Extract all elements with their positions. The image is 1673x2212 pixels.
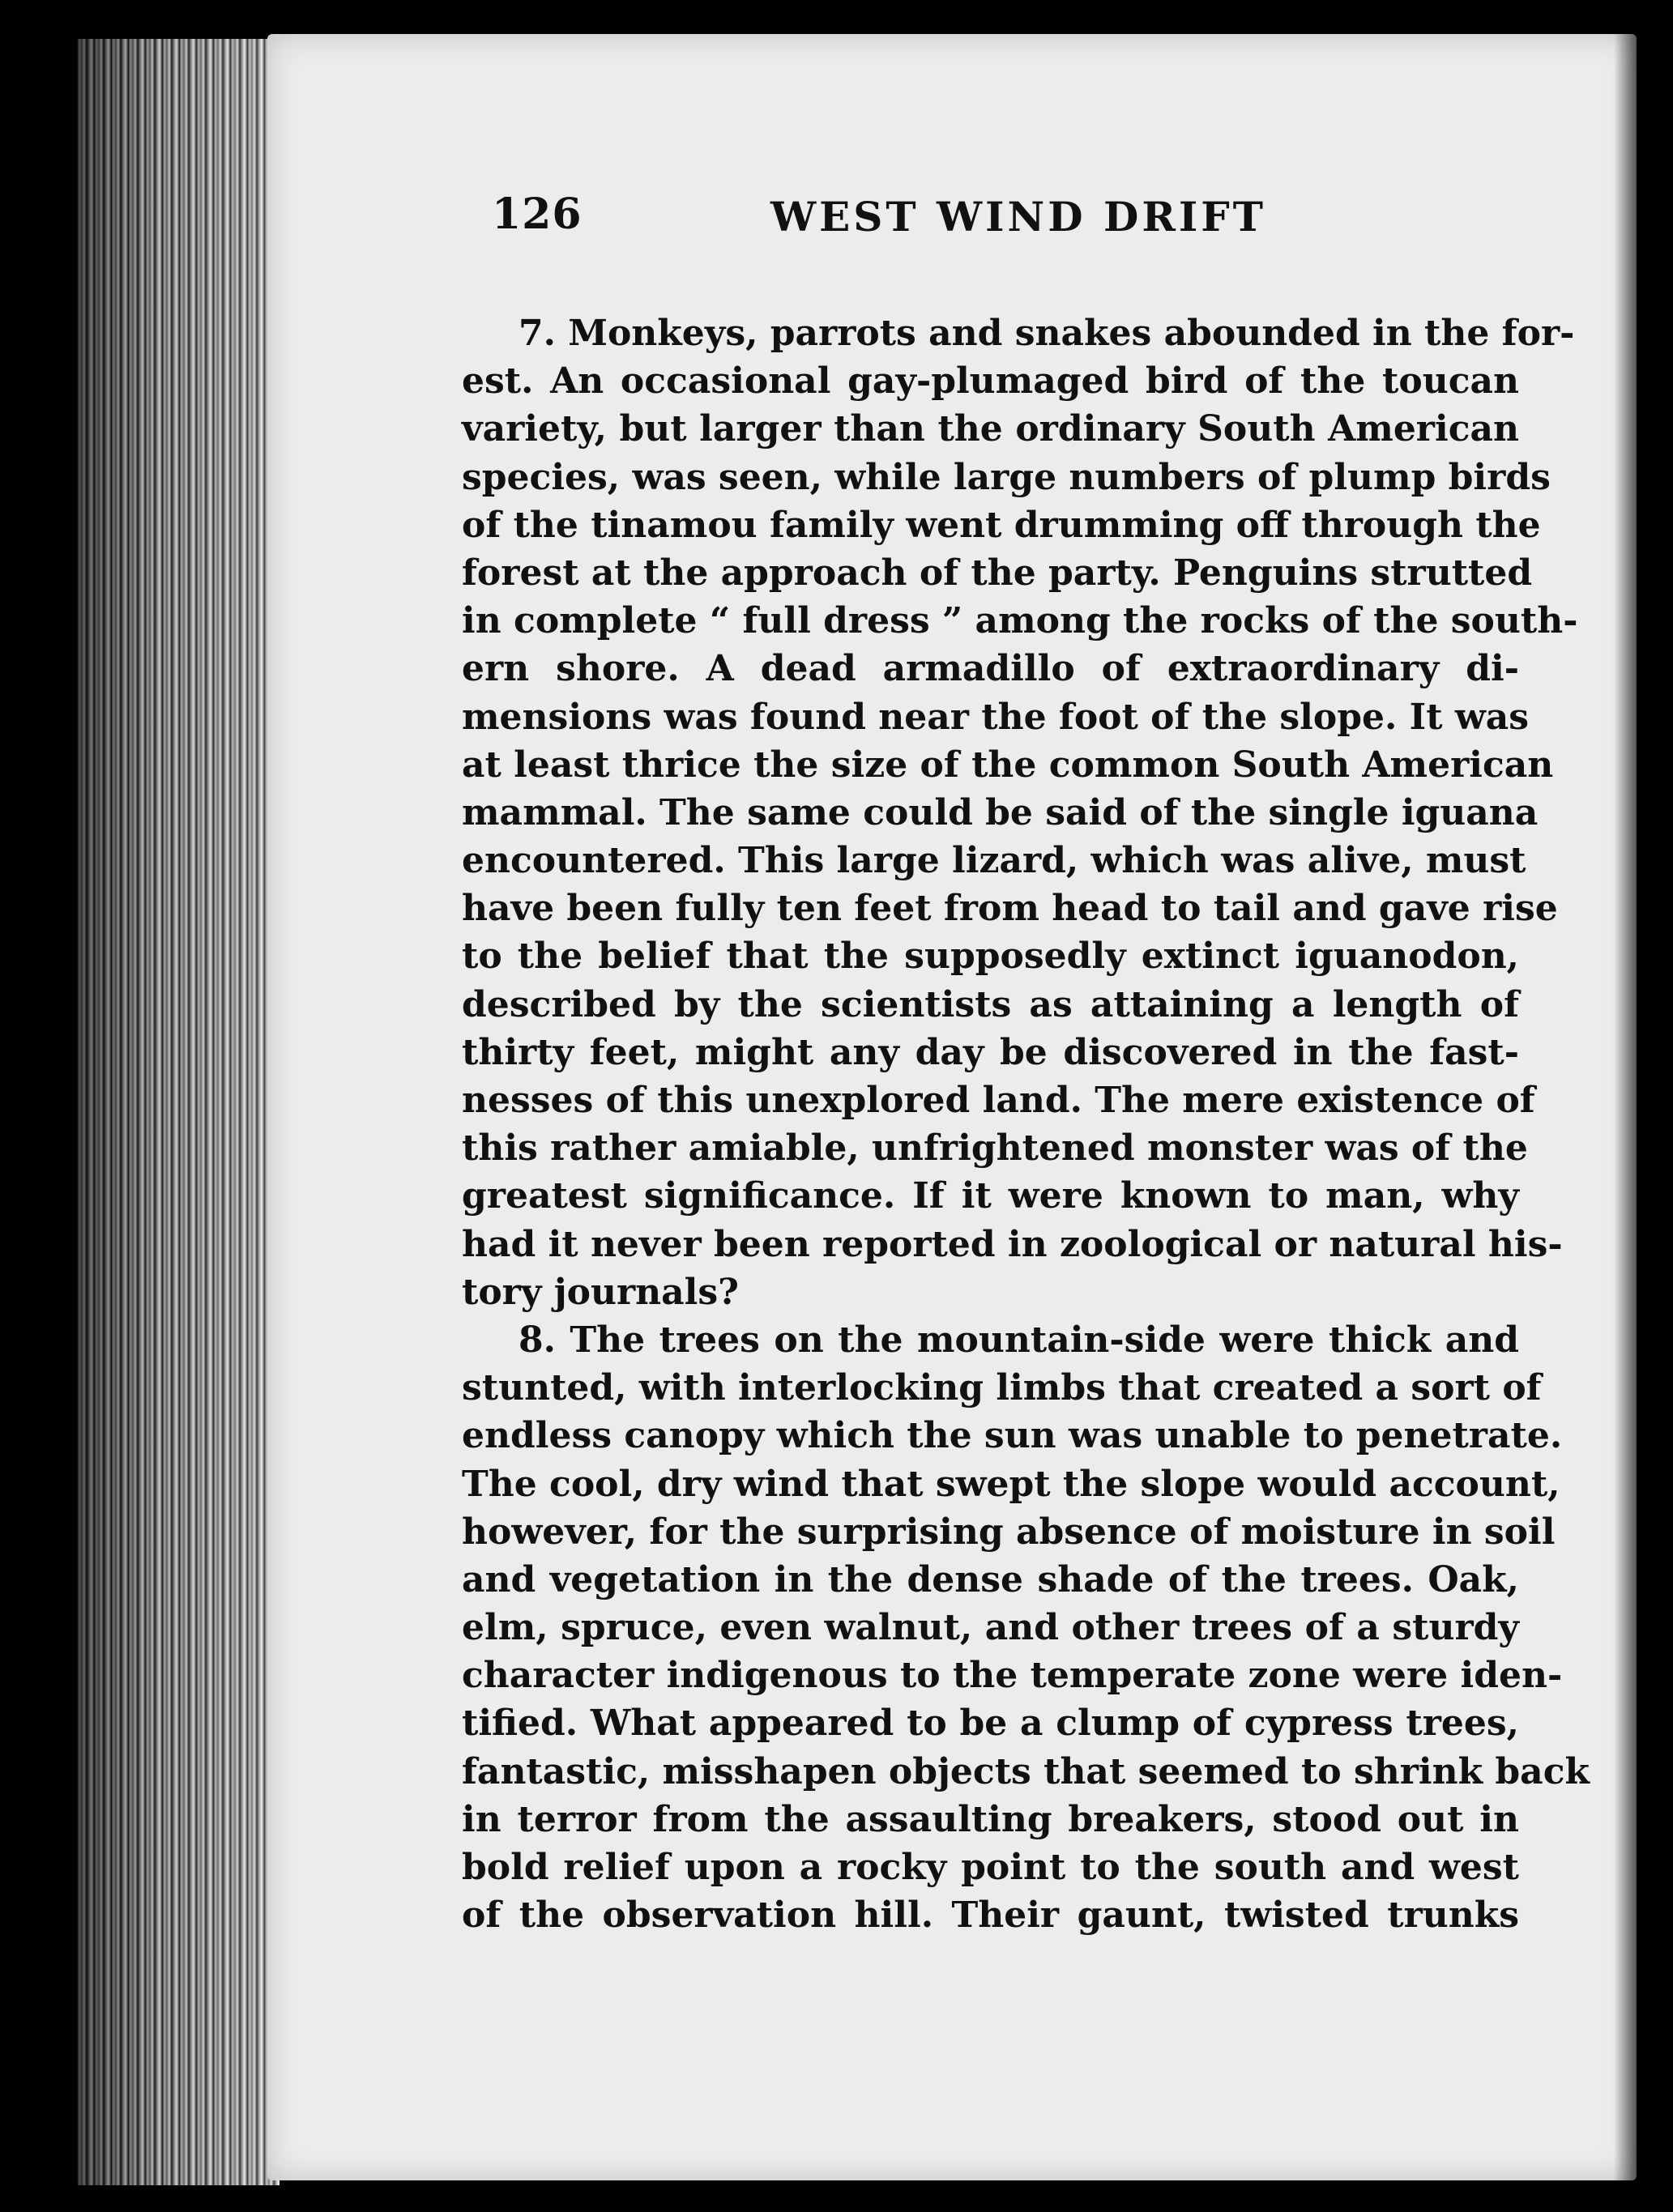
- book-page: [267, 34, 1637, 2180]
- text-line: described by the scientists as attaining a length of: [462, 983, 1519, 1025]
- text-line: 8. The trees on the mountain-side were thick and: [519, 1319, 1519, 1361]
- running-title: WEST WIND DRIFT: [770, 193, 1266, 241]
- text-line: est. An occasional gay-plumaged bird of the toucan: [462, 360, 1519, 403]
- text-line: tory journals?: [462, 1271, 739, 1313]
- text-line: forest at the approach of the party. Penguins strutted: [462, 552, 1533, 594]
- text-line: thirty feet, might any day be discovered in the fast-: [462, 1031, 1519, 1073]
- text-line: however, for the surprising absence of moisture in soil: [462, 1511, 1556, 1553]
- text-line: character indigenous to the temperate zone were iden-: [462, 1655, 1563, 1697]
- text-line: of the observation hill. Their gaunt, twisted trunks: [462, 1894, 1519, 1937]
- page-number: 126: [492, 190, 583, 239]
- text-line: endless canopy which the sun was unable to penetrate.: [462, 1415, 1563, 1457]
- text-line: greatest significance. If it were known to man, why: [462, 1175, 1519, 1217]
- text-line: ern shore. A dead armadillo of extraordinary di-: [462, 648, 1519, 690]
- text-line: in complete “ full dress ” among the rocks of the south-: [462, 600, 1578, 642]
- text-line: mensions was found near the foot of the slope. It was: [462, 696, 1529, 738]
- text-line: at least thrice the size of the common South American: [462, 744, 1554, 786]
- page-gutter-shadow: [1614, 34, 1637, 2180]
- text-line: this rather amiable, unfrightened monster was of the: [462, 1127, 1528, 1170]
- text-line: and vegetation in the dense shade of the trees. Oak,: [462, 1558, 1519, 1600]
- text-line: of the tinamou family went drumming off through the: [462, 504, 1541, 546]
- body-text: [462, 309, 1590, 1939]
- text-line: nesses of this unexplored land. The mere existence of: [462, 1080, 1535, 1121]
- text-line: to the belief that the supposedly extinct iguanodon,: [462, 936, 1519, 978]
- text-line: had it never been reported in zoological or natural his-: [462, 1223, 1563, 1265]
- text-line: fantastic, misshapen objects that seemed to shrink back: [462, 1750, 1590, 1792]
- text-line: stunted, with interlocking limbs that created a sort of: [462, 1367, 1542, 1409]
- text-line: bold relief upon a rocky point to the south and west: [462, 1847, 1519, 1888]
- text-line: tified. What appeared to be a clump of cypress trees,: [462, 1703, 1519, 1745]
- text-line: 7. Monkeys, parrots and snakes abounded in the for-: [519, 313, 1575, 354]
- book-page-edges: [77, 39, 280, 2185]
- text-line: The cool, dry wind that swept the slope would account,: [462, 1463, 1560, 1505]
- text-line: in terror from the assaulting breakers, stood out in: [462, 1798, 1519, 1840]
- text-line: mammal. The same could be said of the single iguana: [462, 791, 1539, 833]
- text-line: elm, spruce, even walnut, and other trees of a sturdy: [462, 1607, 1519, 1649]
- text-line: encountered. This large lizard, which was alive, must: [462, 840, 1526, 882]
- text-line: species, was seen, while large numbers of plump birds: [462, 456, 1551, 498]
- text-line: have been fully ten feet from head to tail and gave rise: [462, 888, 1558, 930]
- text-line: variety, but larger than the ordinary South American: [462, 408, 1519, 450]
- page-header: [492, 190, 1472, 254]
